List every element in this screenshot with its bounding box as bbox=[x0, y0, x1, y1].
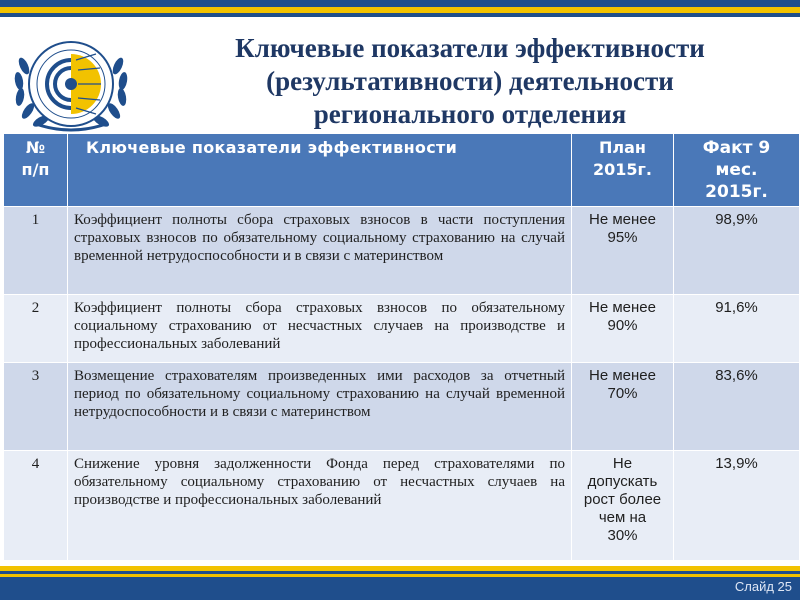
top-stripe-blue bbox=[0, 0, 800, 7]
header-plan-line-2: 2015г. bbox=[593, 160, 652, 179]
header-plan bbox=[572, 134, 674, 207]
row-plan bbox=[572, 295, 674, 363]
table-row bbox=[4, 295, 800, 363]
row-plan-line: рост более bbox=[583, 491, 662, 508]
title-line-2: (результативности) деятельности bbox=[266, 66, 674, 96]
top-decorative-stripes bbox=[0, 0, 800, 22]
bottom-stripe-blue bbox=[0, 577, 800, 600]
row-plan-line: 70% bbox=[607, 385, 638, 402]
row-fact: 83,6% bbox=[674, 363, 800, 451]
bottom-decorative-stripes bbox=[0, 566, 800, 600]
table-row bbox=[4, 451, 800, 561]
slide-header bbox=[0, 22, 800, 132]
header-plan-line-1: План bbox=[599, 138, 646, 157]
row-fact: 13,9% bbox=[674, 451, 800, 561]
row-plan-line: 30% bbox=[607, 527, 638, 544]
row-num: 1 bbox=[4, 207, 68, 295]
header-num-line-2: п/п bbox=[21, 160, 50, 179]
header-num-line-1: № bbox=[25, 138, 46, 157]
row-indicator: Коэффициент полноты сбора страховых взносов в части поступления страховых взносов по обязательному социальному страхованию на случай временной нетрудоспособности и в связи с материнством bbox=[68, 207, 572, 295]
title-line-1: Ключевые показатели эффективности bbox=[235, 33, 705, 63]
row-num: 3 bbox=[4, 363, 68, 451]
row-plan-line: 90% bbox=[607, 317, 638, 334]
header-indicator: Ключевые показатели эффективности bbox=[68, 134, 572, 207]
title-line-3: регионального отделения bbox=[313, 99, 627, 129]
slide-number: Слайд 25 bbox=[734, 579, 792, 594]
row-plan-line: чем на bbox=[598, 509, 647, 526]
row-plan bbox=[572, 363, 674, 451]
row-indicator: Возмещение страхователям произведенных ими расходов за отчетный период по обязательному социальному страхованию на случай временной нетрудоспособности и в связи с материнством bbox=[68, 363, 572, 451]
row-indicator: Коэффициент полноты сбора страховых взносов по обязательному социальному страхованию от несчастных случаев на производстве и профессиональных заболеваний bbox=[68, 295, 572, 363]
row-num: 2 bbox=[4, 295, 68, 363]
row-plan-line: Не менее bbox=[589, 367, 656, 384]
row-fact: 98,9% bbox=[674, 207, 800, 295]
kpi-table bbox=[3, 133, 800, 561]
page-title bbox=[140, 32, 800, 131]
header-fact-line-3: 2015г. bbox=[705, 182, 768, 202]
row-plan-line: Не bbox=[612, 455, 633, 472]
header-fact-line-1: Факт 9 bbox=[702, 138, 771, 158]
row-plan-line: допускать bbox=[587, 473, 658, 490]
table-row bbox=[4, 207, 800, 295]
header-fact-line-2: мес. bbox=[715, 160, 758, 180]
table-header-row bbox=[4, 134, 800, 207]
row-num: 4 bbox=[4, 451, 68, 561]
top-stripe-blue-thin bbox=[0, 13, 800, 17]
header-num bbox=[4, 134, 68, 207]
header-fact bbox=[674, 134, 800, 207]
row-plan-line: Не менее bbox=[589, 211, 656, 228]
table-row bbox=[4, 363, 800, 451]
row-plan-line: 95% bbox=[607, 229, 638, 246]
row-plan bbox=[572, 451, 674, 561]
fss-logo-icon bbox=[6, 26, 136, 136]
row-indicator: Снижение уровня задолженности Фонда перед страхователями по обязательному социальному страхованию от несчастных случаев на производстве и профессиональных заболеваний bbox=[68, 451, 572, 561]
row-plan bbox=[572, 207, 674, 295]
row-fact: 91,6% bbox=[674, 295, 800, 363]
row-plan-line: Не менее bbox=[589, 299, 656, 316]
